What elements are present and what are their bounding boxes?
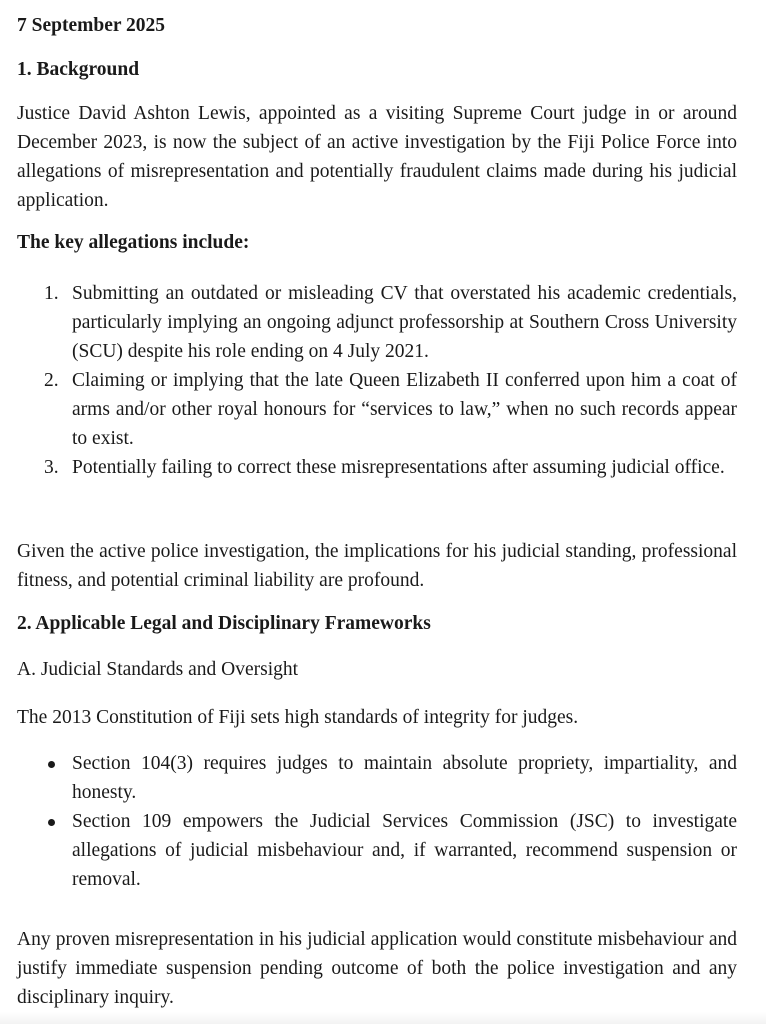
- allegations-list: [17, 279, 737, 482]
- page-bottom-shade: [0, 1012, 766, 1024]
- implications-paragraph: Given the active police investigation, the implications for his judicial standing, professional fitness, and potential criminal liability are profound.: [17, 541, 737, 591]
- allegations-heading: The key allegations include:: [17, 232, 250, 253]
- bullet-text: Section 104(3) requires judges to maintain absolute propriety, impartiality, and honesty.: [72, 753, 737, 803]
- constitution-sections-list: [17, 749, 737, 894]
- bullet-item: [17, 807, 737, 894]
- background-paragraph: Justice David Ashton Lewis, appointed as a visiting Supreme Court judge in or around December 2023, is now the subject of an active investigation by the Fiji Police Force into allegations of misrepresentation and potentially fraudulent claims made during his judicial application.: [17, 103, 737, 211]
- list-number: 3.: [44, 457, 59, 478]
- constitution-paragraph: The 2013 Constitution of Fiji sets high standards of integrity for judges.: [17, 707, 579, 728]
- section-1-heading: 1. Background: [17, 59, 140, 80]
- subsection-a-heading: A. Judicial Standards and Oversight: [17, 659, 299, 680]
- bullet-icon: [48, 819, 55, 826]
- bullet-icon: [48, 761, 55, 768]
- allegation-text: Claiming or implying that the late Queen Elizabeth II conferred upon him a coat of arms and/or other royal honours for “services to law,” when no such records appear to exist.: [72, 370, 737, 449]
- allegation-item: [17, 366, 737, 453]
- list-number: 1.: [44, 283, 59, 304]
- section-2-heading: 2. Applicable Legal and Disciplinary Frameworks: [17, 613, 431, 634]
- list-number: 2.: [44, 370, 59, 391]
- misbehaviour-paragraph: Any proven misrepresentation in his judicial application would constitute misbehaviour and justify immediate suspension pending outcome of both the police investigation and any disciplinary inquiry.: [17, 929, 737, 1008]
- bullet-text: Section 109 empowers the Judicial Services Commission (JSC) to investigate allegations of judicial misbehaviour and, if warranted, recommend suspension or removal.: [72, 811, 737, 890]
- allegation-item: [17, 453, 737, 482]
- allegation-text: Potentially failing to correct these misrepresentations after assuming judicial office.: [72, 457, 725, 478]
- document-date: 7 September 2025: [17, 15, 166, 36]
- allegation-text: Submitting an outdated or misleading CV that overstated his academic credentials, particularly implying an ongoing adjunct professorship at Southern Cross University (SCU) despite his role ending on 4 July 2021.: [72, 283, 737, 362]
- bullet-item: [17, 749, 737, 807]
- allegation-item: [17, 279, 737, 366]
